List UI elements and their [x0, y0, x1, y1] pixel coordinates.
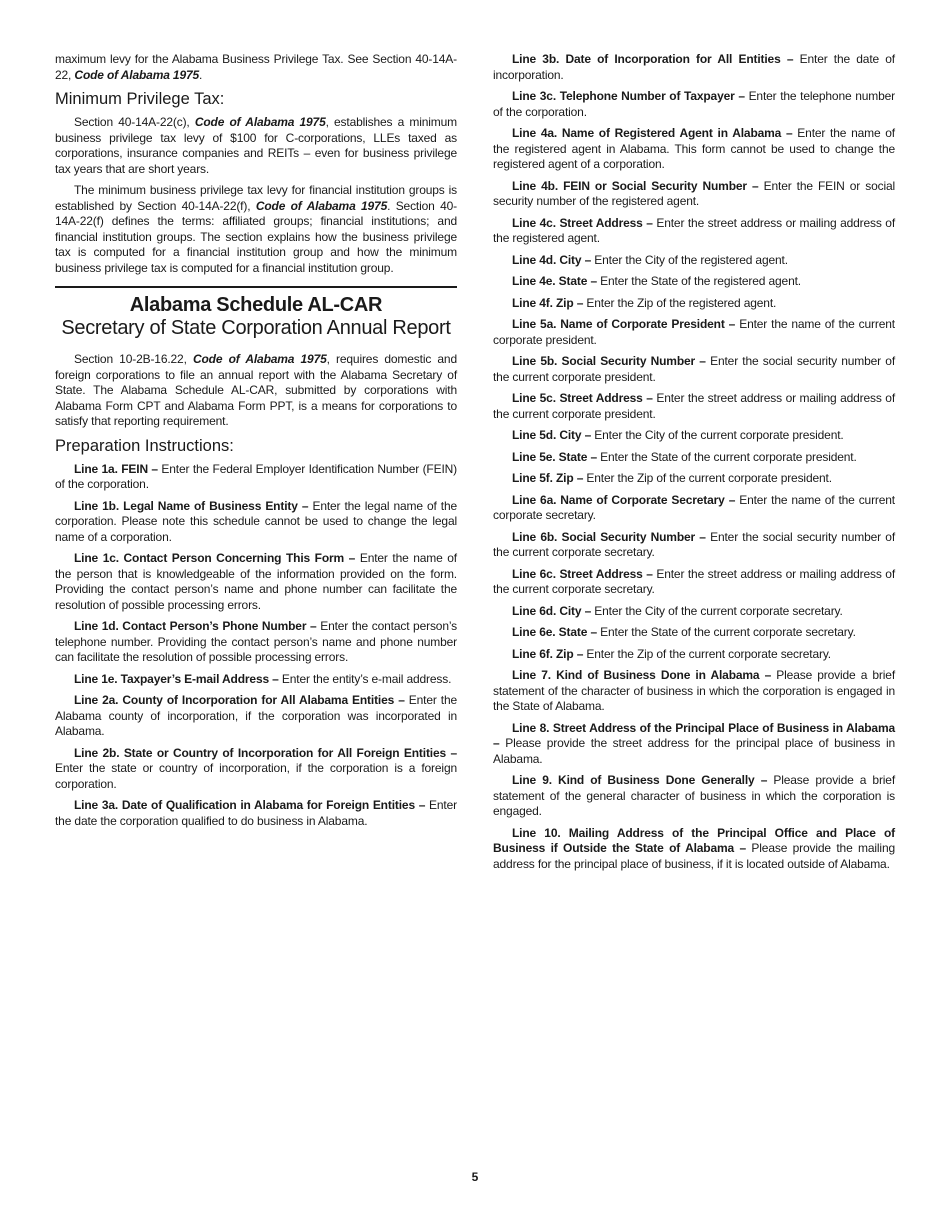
section-divider — [55, 286, 457, 288]
instruction-label: Line 7. Kind of Business Done in Alabama – — [512, 668, 772, 682]
instruction-label: Line 4b. FEIN or Social Security Number – — [512, 178, 759, 193]
instruction-label: Line 1e. Taxpayer’s E-mail Address – — [74, 671, 279, 686]
min-tax-paragraph-1: Section 40-14A-22(c), Code of Alabama 1975, establishes a minimum business privilege tax levy of $100 for C-corporations, LLEs taxed as corporations, insurance companies and REITs – even for business privilege tax years that are short years. — [55, 115, 458, 176]
left-instruction-list — [55, 462, 457, 830]
instruction-label: Line 4e. State – — [512, 274, 597, 288]
instruction-text: Enter the FEIN or social security number of the registered agent. — [493, 178, 896, 208]
instruction-line — [493, 668, 895, 715]
instruction-label: Line 1a. FEIN – — [74, 461, 158, 476]
instruction-text: Enter the street address or mailing address of the registered agent. — [493, 215, 896, 245]
instruction-line — [55, 672, 457, 688]
instruction-label: Line 8. Street Address of the Principal Place of Business in Alabama – — [493, 720, 895, 750]
minimum-privilege-tax-heading: Minimum Privilege Tax: — [55, 90, 225, 108]
instruction-text: Enter the social security number of the current corporate secretary. — [493, 529, 895, 559]
instruction-label: Line 3c. Telephone Number of Taxpayer – — [512, 89, 745, 103]
instruction-text: Enter the City of the current corporate president. — [591, 428, 844, 442]
instruction-text: Enter the Zip of the registered agent. — [583, 295, 777, 310]
instruction-line — [493, 216, 895, 247]
instruction-text: Enter the name of the registered agent in Alabama. This form cannot be used to change the registered agent of a corporation. — [493, 126, 895, 171]
instruction-label: Line 5f. Zip – — [512, 471, 584, 485]
right-column — [493, 52, 895, 878]
instruction-line — [493, 493, 895, 524]
schedule-intro-paragraph: Section 10-2B-16.22, Code of Alabama 1975, requires domestic and foreign corporations to file an annual report with the Alabama Secretary of State. The Alabama Schedule AL-CAR, submitted by corporations with Alabama Form CPT and Alabama Form PPT, is a means for corporations to satisfy that reporting requirement. — [55, 352, 457, 428]
instruction-line — [493, 52, 895, 83]
instruction-label: Line 5b. Social Security Number – — [512, 354, 706, 368]
instruction-line — [493, 253, 895, 269]
instruction-text: Enter the name of the current corporate secretary. — [493, 492, 895, 522]
instruction-label: Line 3a. Date of Qualification in Alabama for Foreign Entities – — [74, 798, 426, 812]
instruction-line — [493, 274, 895, 290]
instruction-label: Line 5e. State – — [512, 449, 597, 464]
instruction-text: Enter the street address or mailing address of the current corporate president. — [493, 391, 896, 421]
instruction-text: Enter the Alabama county of incorporation, if the corporation was incorporated in Alabama. — [55, 693, 457, 738]
instruction-line — [55, 693, 457, 740]
instruction-line — [55, 499, 457, 546]
left-column — [55, 52, 457, 835]
instruction-label: Line 1c. Contact Person Concerning This Form – — [74, 551, 356, 565]
instruction-label: Line 4a. Name of Registered Agent in Alabama – — [512, 126, 793, 140]
instruction-text: Enter the telephone number of the corporation. — [493, 89, 895, 119]
instruction-text: Enter the State of the current corporate president. — [596, 449, 857, 464]
instruction-text: Enter the Zip of the current corporate secretary. — [583, 646, 831, 661]
instruction-text: Enter the entity’s e-mail address. — [278, 671, 452, 686]
instruction-text: Please provide a brief statement of the character of business in which the corporation is engaged in the State of Alabama. — [493, 668, 896, 713]
instruction-line — [493, 567, 895, 598]
instruction-text: Enter the City of the current corporate secretary. — [591, 603, 843, 618]
instruction-label: Line 4c. Street Address – — [512, 215, 653, 230]
instruction-text: Enter the state or country of incorporation, if the corporation is a foreign corporation. — [55, 761, 457, 791]
schedule-title: Alabama Schedule AL-CAR — [129, 294, 383, 316]
instruction-text: Enter the City of the registered agent. — [591, 252, 788, 267]
instruction-line — [493, 647, 895, 663]
instruction-text: Enter the legal name of the corporation. Please note this schedule cannot be used to change the legal name of a corporation. — [55, 498, 458, 544]
instruction-line — [493, 450, 895, 466]
instruction-text: Please provide the mailing address for the principal place of business, if it is located outside of Alabama. — [493, 841, 895, 871]
instruction-text: Enter the street address or mailing address of the current corporate secretary. — [493, 566, 896, 596]
instruction-label: Line 1b. Legal Name of Business Entity – — [74, 498, 309, 513]
instruction-line — [493, 428, 895, 444]
instruction-text: Enter the name of the current corporate president. — [493, 317, 895, 347]
instruction-line — [493, 773, 895, 820]
instruction-label: Line 6c. Street Address – — [512, 566, 653, 581]
instruction-line — [55, 551, 457, 613]
instruction-line — [493, 604, 895, 620]
preparation-instructions-heading: Preparation Instructions: — [55, 436, 234, 455]
instruction-line — [55, 746, 457, 793]
instruction-text: Enter the name of the person that is knowledgeable of the information provided on the form. Providing the contact person’s name and phone number can facilitate the resolution of possible processing errors. — [55, 551, 457, 612]
instruction-label: Line 5a. Name of Corporate President – — [512, 317, 736, 331]
instruction-text: Enter the State of the registered agent. — [596, 274, 801, 288]
instruction-text: Enter the Zip of the current corporate president. — [583, 471, 832, 485]
instruction-label: Line 2a. County of Incorporation for All Alabama Entities – — [74, 693, 405, 707]
instruction-line — [493, 721, 895, 768]
instruction-line — [493, 826, 895, 873]
instruction-line — [55, 619, 457, 666]
instruction-line — [493, 625, 895, 641]
instruction-label: Line 4d. City – — [512, 252, 592, 267]
instruction-text: Enter the social security number of the current corporate president. — [493, 354, 895, 384]
instruction-label: Line 5c. Street Address – — [512, 391, 653, 405]
page-number: 5 — [471, 1170, 479, 1184]
instruction-line — [493, 471, 895, 487]
instruction-label: Line 6e. State – — [512, 625, 597, 639]
instruction-text: Enter the date the corporation qualified to do business in Alabama. — [55, 798, 457, 828]
instruction-text: Enter the State of the current corporate secretary. — [596, 625, 856, 639]
instruction-text: Enter the date of incorporation. — [493, 52, 895, 82]
instruction-text: Please provide the street address for the principal place of business in Alabama. — [493, 736, 895, 766]
instruction-line — [493, 391, 895, 422]
instruction-label: Line 6a. Name of Corporate Secretary – — [512, 492, 736, 507]
instruction-text: Enter the contact person’s telephone number. Providing the contact person’s name and phone number can facilitate the resolution of possible processing errors. — [55, 619, 457, 664]
instruction-label: Line 4f. Zip – — [512, 295, 584, 310]
instruction-line — [493, 89, 895, 120]
right-instruction-list — [493, 52, 895, 872]
instruction-label: Line 1d. Contact Person’s Phone Number – — [74, 619, 317, 633]
instruction-line — [493, 179, 895, 210]
instruction-line — [55, 798, 457, 829]
instruction-label: Line 5d. City – — [512, 428, 592, 442]
instruction-line — [493, 296, 895, 312]
instruction-line — [493, 126, 895, 173]
instruction-text: Please provide a brief statement of the general character of business in which the corporation is engaged. — [493, 773, 896, 818]
instruction-label: Line 9. Kind of Business Done Generally – — [512, 773, 768, 787]
instruction-label: Line 6b. Social Security Number – — [512, 529, 706, 544]
instruction-line — [493, 530, 895, 561]
instruction-line — [493, 354, 895, 385]
schedule-subtitle: Secretary of State Corporation Annual Report — [61, 317, 451, 339]
intro-paragraph: maximum levy for the Alabama Business Privilege Tax. See Section 40-14A-22, Code of Alabama 1975. — [55, 52, 457, 82]
instruction-line — [493, 317, 895, 348]
instruction-line — [55, 462, 457, 493]
instruction-label: Line 6f. Zip – — [512, 646, 584, 661]
instruction-label: Line 2b. State or Country of Incorporation for All Foreign Entities – — [74, 745, 457, 760]
instruction-label: Line 6d. City – — [512, 603, 592, 618]
min-tax-paragraph-2: The minimum business privilege tax levy for financial institution groups is established by Section 40-14A-22(f), Code of Alabama 1975. Section 40-14A-22(f) defines the terms: affiliated groups; financial institutions; and financial institution groups. The section explains how the business privilege tax is computed for a financial institution group and how the minimum business privilege tax is computed for a financial institution group. — [55, 183, 457, 275]
instruction-label: Line 3b. Date of Incorporation for All Entities – — [512, 52, 794, 66]
instruction-text: Enter the Federal Employer Identification Number (FEIN) of the corporation. — [55, 461, 457, 491]
instruction-label: Line 10. Mailing Address of the Principal Office and Place of Business if Outside the State of Alabama – — [493, 825, 895, 855]
